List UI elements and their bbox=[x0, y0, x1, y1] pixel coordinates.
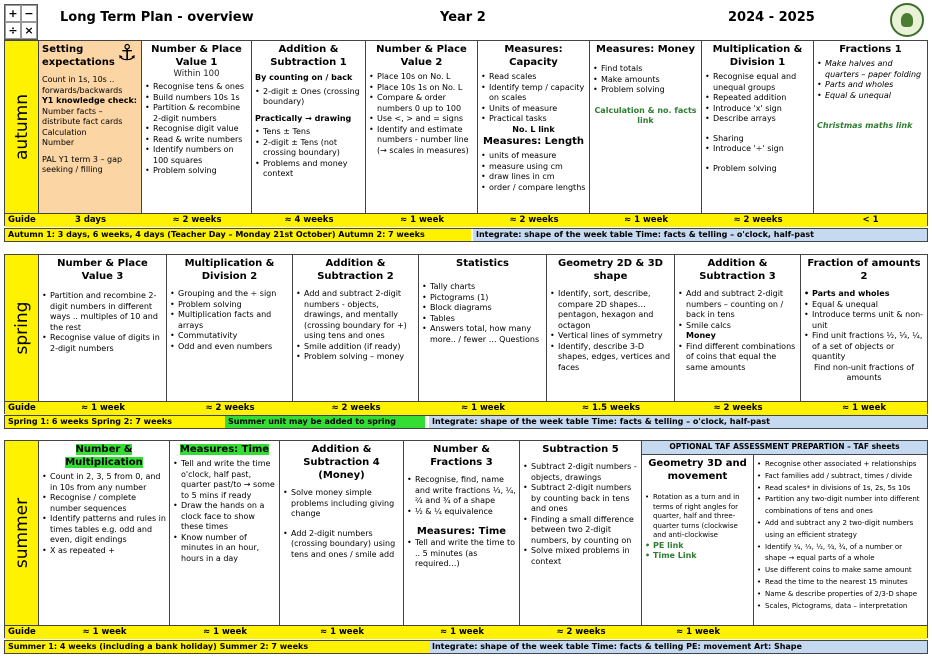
cell-line: Calculation bbox=[42, 127, 87, 137]
list-item: • Time Link bbox=[645, 551, 750, 562]
list-item: • Find totals bbox=[593, 64, 698, 75]
list-item: • Read scales* in divisions of 1s, 2s, 5s 10s bbox=[757, 483, 924, 495]
link-label: No. L link bbox=[512, 124, 555, 134]
guide-label: Guide bbox=[8, 627, 36, 637]
list-item: • Tell and write the time to .. 5 minutes (as required…) bbox=[407, 538, 516, 570]
guide-duration: ≈ 2 weeks bbox=[509, 215, 559, 225]
cell-title: Addition & Subtraction 3 bbox=[699, 258, 776, 282]
objective-list bbox=[523, 462, 638, 567]
cell-heading: By counting on / back bbox=[255, 73, 353, 82]
list-item: • Make amounts bbox=[593, 75, 698, 86]
list-item: • Add and subtract 2-digit numbers – counting on / back in tens bbox=[678, 289, 797, 321]
list-item: • Pictograms (1) bbox=[422, 293, 543, 304]
objective-list bbox=[705, 164, 810, 175]
term-sidebar bbox=[5, 41, 39, 213]
cell-title: Geometry 3D and movement bbox=[648, 458, 747, 482]
list-item: • Recognise tens & ones bbox=[145, 82, 248, 93]
list-item: • Tables bbox=[422, 314, 543, 325]
addition-subtraction-1-cell bbox=[252, 41, 366, 213]
spring-term bbox=[4, 254, 928, 414]
list-item: • Solve money simple problems including giving change bbox=[283, 488, 400, 520]
statistics-cell bbox=[419, 255, 547, 401]
list-item: • Introduce 'x' sign bbox=[705, 104, 810, 115]
integrate-note: Integrate: shape of the week table Time: facts & telling – o'clock, half-past bbox=[429, 416, 927, 428]
summer-unit-note: Summer unit may be added to spring bbox=[225, 416, 425, 428]
fractions-1-cell bbox=[814, 41, 927, 213]
cell-title: Fractions 1 bbox=[839, 44, 902, 55]
cell-heading: Measures: Time bbox=[416, 526, 507, 537]
list-item: • Compare & order numbers 0 up to 100 bbox=[369, 93, 474, 114]
objective-list bbox=[369, 72, 474, 156]
objective-list bbox=[170, 289, 289, 352]
guide-duration: ≈ 1 week bbox=[82, 627, 127, 637]
cell-line: Find non-unit fractions of amounts bbox=[813, 362, 915, 382]
objective-list bbox=[678, 342, 797, 374]
list-item: • Introduce terms unit & non-unit bbox=[804, 310, 924, 331]
list-item: • Use <, > and = signs bbox=[369, 114, 474, 125]
term-label: spring bbox=[11, 301, 32, 355]
guide-duration: ≈ 1 week bbox=[676, 627, 720, 637]
page-header bbox=[0, 0, 932, 40]
list-item: • Draw the hands on a clock face to show these times bbox=[173, 501, 276, 533]
cell-line: Y1 knowledge check: bbox=[42, 96, 138, 105]
measures-time-cell bbox=[170, 441, 280, 625]
plus-icon: + bbox=[5, 5, 21, 22]
integrate-note: Integrate: shape of the week table Time: facts & telling – o'clock, half-past bbox=[473, 229, 927, 241]
cell-line: Count in 1s, 10s .. forwards/backwards bbox=[42, 75, 123, 95]
list-item: • Make halves and quarters – paper folding bbox=[817, 59, 924, 80]
list-item: • Vertical lines of symmetry bbox=[550, 331, 671, 342]
term-label: autumn bbox=[11, 94, 32, 160]
guide-duration: ≈ 1 week bbox=[440, 627, 484, 637]
objective-list bbox=[757, 459, 924, 612]
list-item: • Find unit fractions ½, ⅓, ¼, of a set of objects or quantity bbox=[804, 331, 924, 363]
cell-title: Geometry 2D & 3D shape bbox=[558, 258, 663, 282]
guide-label: Guide bbox=[8, 215, 36, 225]
cell-title: Addition & Subtraction 4 (Money) bbox=[303, 444, 380, 481]
cell-title: Measures: Money bbox=[596, 44, 695, 55]
term-label: summer bbox=[11, 497, 32, 569]
anchor-icon: ⚓ bbox=[117, 41, 137, 66]
guide-duration: ≈ 1 week bbox=[461, 403, 505, 413]
list-item: • Practical tasks bbox=[481, 114, 586, 125]
guide-duration: ≈ 2 weeks bbox=[556, 627, 606, 637]
objective-list bbox=[817, 59, 924, 101]
list-item: • Know number of minutes in an hour, hours in a day bbox=[173, 533, 276, 565]
term-weeks: Autumn 1: 3 days, 6 weeks, 4 days (Teacher Day – Monday 21st October) Autumn 2: 7 weeks bbox=[5, 229, 471, 241]
list-item: • Equal & unequal bbox=[804, 300, 924, 311]
list-item: • Read & write numbers bbox=[145, 135, 248, 146]
taf-assessment-cell bbox=[754, 455, 927, 625]
list-item: • Tally charts bbox=[422, 282, 543, 293]
list-item: • Units of measure bbox=[481, 104, 586, 115]
list-item: • Rotation as a turn and in terms of right angles for quarter, half and three-quarter turns (clockwise and anti-clockwise bbox=[645, 493, 750, 541]
cell-subtitle: Within 100 bbox=[173, 69, 220, 79]
list-item: • Odd and even numbers bbox=[170, 342, 289, 353]
list-item: • Recognise other associated + relationships bbox=[757, 459, 924, 471]
list-item: • Recognise, find, name and write fractions ⅓, ¼, ²⁄₄ and ¾ of a shape bbox=[407, 475, 516, 507]
list-item: • Finding a small difference between two 2-digit numbers, by counting on bbox=[523, 515, 638, 547]
list-item: • Block diagrams bbox=[422, 303, 543, 314]
list-item: • Partition and recombine 2-digit numbers in different ways .. multiples of 10 and the rest bbox=[42, 291, 163, 333]
list-item: • draw lines in cm bbox=[481, 172, 586, 183]
guide-duration: ≈ 2 weeks bbox=[331, 403, 381, 413]
list-item: • Problems and money context bbox=[255, 159, 362, 180]
list-item: • Recognise / complete number sequences bbox=[42, 493, 166, 514]
list-item: • Count in 2, 3, 5 from 0, and in 10s from any number bbox=[42, 472, 166, 493]
geometry-2d-3d-cell bbox=[547, 255, 675, 401]
term-weeks: Summer 1: 4 weeks (including a bank holiday) Summer 2: 7 weeks bbox=[5, 641, 429, 653]
cell-line: PAL Y1 term 3 – gap seeking / filling bbox=[42, 154, 123, 174]
term-sidebar bbox=[5, 255, 39, 401]
list-item: • measure using cm bbox=[481, 162, 586, 173]
list-item: • Grouping and the ÷ sign bbox=[170, 289, 289, 300]
list-item: • Describe arrays bbox=[705, 114, 810, 125]
cell-title: Setting expectations bbox=[42, 44, 115, 68]
list-item: • Identify patterns and rules in times tables e.g. odd and even, digit endings bbox=[42, 514, 166, 546]
multiply-icon: × bbox=[21, 22, 37, 39]
term-sidebar bbox=[5, 441, 39, 625]
list-item: • order / compare lengths bbox=[481, 183, 586, 194]
cell-title bbox=[42, 443, 166, 469]
cell-heading: Measures: Length bbox=[482, 136, 585, 147]
guide-duration: ≈ 1 week bbox=[400, 215, 444, 225]
list-item: • Place 10s 1s on No. L bbox=[369, 83, 474, 94]
cell-title: Number & Fractions 3 bbox=[430, 444, 493, 468]
objective-list bbox=[145, 82, 248, 177]
guide-duration: ≈ 2 weeks bbox=[713, 403, 763, 413]
objective-list bbox=[283, 488, 400, 520]
guide-duration: ≈ 1 week bbox=[203, 627, 247, 637]
autumn-term bbox=[4, 40, 928, 226]
objective-list bbox=[678, 289, 797, 331]
calculation-symbols-icon bbox=[4, 4, 38, 40]
cell-title: Number & Place Value 1 bbox=[151, 44, 242, 68]
cell-title: Multiplication & Division 1 bbox=[712, 44, 803, 68]
minus-icon: − bbox=[21, 5, 37, 22]
cell-title: Addition & Subtraction 1 bbox=[270, 44, 347, 68]
school-logo-icon bbox=[890, 3, 924, 37]
cell-title bbox=[173, 443, 276, 456]
list-item: • Add and subtract any 2 two-digit numbers using an efficient strategy bbox=[757, 518, 924, 542]
page-title: Long Term Plan - overview bbox=[60, 10, 254, 25]
objective-list bbox=[283, 529, 400, 561]
list-item: • Partition any two-digit number into different combinations of tens and ones bbox=[757, 494, 924, 518]
autumn-footer bbox=[4, 228, 928, 242]
guide-duration: ≈ 1 week bbox=[81, 403, 125, 413]
setting-expectations-cell bbox=[39, 41, 142, 213]
link-label: Christmas maths link bbox=[817, 121, 913, 130]
objective-list bbox=[173, 459, 276, 564]
list-item: • Answers total, how many more.. / fewer … Questions bbox=[422, 324, 543, 345]
cell-title: Number & Place Value 2 bbox=[376, 44, 467, 68]
list-item: • Identify, sort, describe, compare 2D shapes… pentagon, hexagon and octagon bbox=[550, 289, 671, 331]
guide-duration: ≈ 4 weeks bbox=[284, 215, 334, 225]
number-place-value-2-cell bbox=[366, 41, 478, 213]
guide-row bbox=[5, 213, 927, 227]
objective-list bbox=[593, 64, 698, 96]
summer-footer bbox=[4, 640, 928, 654]
list-item: • 2-digit ± Tens (not crossing boundary) bbox=[255, 138, 362, 159]
multiplication-division-1-cell bbox=[702, 41, 814, 213]
list-item: • Identify temp / capacity on scales bbox=[481, 83, 586, 104]
addition-subtraction-3-cell bbox=[675, 255, 801, 401]
list-item: • Smile calcs bbox=[678, 321, 797, 332]
list-item: • Add 2-digit numbers (crossing boundary) using tens and ones / smile add bbox=[283, 529, 400, 561]
measures-capacity-cell bbox=[478, 41, 590, 213]
list-item: • Scales, Pictograms, data – interpretation bbox=[757, 601, 924, 613]
spring-footer bbox=[4, 415, 928, 429]
objective-list bbox=[407, 538, 516, 570]
guide-duration: ≈ 1 week bbox=[320, 627, 364, 637]
objective-list bbox=[42, 472, 166, 556]
guide-duration: ≈ 1 week bbox=[842, 403, 886, 413]
list-item: • Sharing bbox=[705, 134, 810, 145]
cell-title: Statistics bbox=[456, 258, 509, 269]
list-item: • Problem solving – money bbox=[296, 352, 415, 363]
cell-title: Number & Place Value 3 bbox=[57, 258, 148, 282]
list-item: • Identify, describe 3-D shapes, edges, vertices and faces bbox=[550, 342, 671, 374]
list-item: • Identify numbers on 100 squares bbox=[145, 145, 248, 166]
list-item: • Solve mixed problems in context bbox=[523, 546, 638, 567]
number-fractions-3-cell bbox=[404, 441, 520, 625]
year-label: Year 2 bbox=[440, 10, 486, 25]
addition-subtraction-2-cell bbox=[293, 255, 419, 401]
list-item: • Read the time to the nearest 15 minutes bbox=[757, 577, 924, 589]
list-item: • Problem solving bbox=[593, 85, 698, 96]
cell-line: Number facts – distribute fact cards bbox=[42, 106, 123, 126]
taf-header bbox=[642, 441, 927, 455]
fraction-of-amounts-2-cell bbox=[801, 255, 927, 401]
guide-duration: ≈ 2 weeks bbox=[172, 215, 222, 225]
list-item: • Identify and estimate numbers - number line (→ scales in measures) bbox=[369, 125, 474, 157]
list-item: • Subtract 2-digit numbers by counting back in tens and ones bbox=[523, 483, 638, 515]
list-item: • Problem solving bbox=[145, 166, 248, 177]
guide-row bbox=[5, 401, 927, 415]
objective-list bbox=[296, 289, 415, 363]
objective-list bbox=[255, 127, 362, 180]
list-item: • Smile addition (if ready) bbox=[296, 342, 415, 353]
academic-year: 2024 - 2025 bbox=[728, 10, 815, 25]
multiplication-division-2-cell bbox=[167, 255, 293, 401]
cell-line: Number bbox=[42, 138, 75, 147]
cell-heading: Practically → drawing bbox=[255, 113, 352, 123]
list-item: • Introduce '÷' sign bbox=[705, 144, 810, 155]
cell-title-text: Measures: Time bbox=[179, 444, 270, 455]
list-item: • Recognise digit value bbox=[145, 124, 248, 135]
list-item: • X as repeated + bbox=[42, 546, 166, 557]
list-item: • Subtract 2-digit numbers - objects, drawings bbox=[523, 462, 638, 483]
objective-list bbox=[645, 493, 750, 562]
guide-label: Guide bbox=[8, 403, 36, 413]
list-item: • Tell and write the time o'clock, half past, quarter past/to → some to 5 mins if ready bbox=[173, 459, 276, 501]
cell-title: Multiplication & Division 2 bbox=[184, 258, 275, 282]
list-item: • Partition & recombine 2-digit numbers bbox=[145, 103, 248, 124]
cell-heading: Money bbox=[686, 331, 716, 340]
list-item: • Problem solving bbox=[170, 300, 289, 311]
number-multiplication-cell bbox=[39, 441, 170, 625]
objective-list bbox=[42, 291, 163, 354]
list-item: • Multiplication facts and arrays bbox=[170, 310, 289, 331]
list-item: • Parts and wholes bbox=[817, 80, 924, 91]
list-item: • Use different coins to make same amount bbox=[757, 565, 924, 577]
guide-duration: < 1 bbox=[862, 215, 879, 225]
cell-title: Subtraction 5 bbox=[542, 444, 619, 455]
link-label: Calculation & no. facts link bbox=[594, 105, 697, 125]
cell-title: Fraction of amounts 2 bbox=[807, 258, 921, 282]
cell-title: Measures: Capacity bbox=[504, 44, 563, 68]
term-weeks: Spring 1: 6 weeks Spring 2: 7 weeks bbox=[5, 416, 225, 428]
objective-list bbox=[804, 289, 924, 363]
objective-list bbox=[705, 72, 810, 125]
measures-money-cell bbox=[590, 41, 702, 213]
guide-duration: ≈ 2 weeks bbox=[733, 215, 783, 225]
list-item: • Name & describe properties of 2/3-D shape bbox=[757, 589, 924, 601]
objective-list bbox=[550, 289, 671, 373]
list-item: • PE link bbox=[645, 541, 750, 552]
guide-duration: ≈ 1 week bbox=[624, 215, 668, 225]
list-item: • Identify ¼, ⅓, ½, ²⁄₄, ¾, of a number or shape → equal parts of a whole bbox=[757, 542, 924, 566]
objective-list bbox=[422, 282, 543, 345]
number-place-value-3-cell bbox=[39, 255, 167, 401]
guide-duration: ≈ 2 weeks bbox=[205, 403, 255, 413]
number-place-value-1-cell bbox=[142, 41, 252, 213]
divide-icon: ÷ bbox=[5, 22, 21, 39]
list-item: • Equal & unequal bbox=[817, 91, 924, 102]
summer-term bbox=[4, 440, 928, 638]
guide-duration: 3 days bbox=[74, 215, 107, 225]
list-item: • Problem solving bbox=[705, 164, 810, 175]
list-item: • Recognise value of digits in 2-digit numbers bbox=[42, 333, 163, 354]
objective-list bbox=[481, 151, 586, 193]
geometry-3d-movement-cell bbox=[642, 455, 754, 625]
objective-list bbox=[705, 134, 810, 155]
list-item: • Build numbers 10s 1s bbox=[145, 93, 248, 104]
list-item: • Commutativity bbox=[170, 331, 289, 342]
list-item: • Parts and wholes bbox=[804, 289, 924, 300]
objective-list bbox=[407, 475, 516, 517]
subtraction-5-cell bbox=[520, 441, 642, 625]
list-item: • ½ & ¼ equivalence bbox=[407, 507, 516, 518]
list-item: • Fact families add / subtract, times / divide bbox=[757, 471, 924, 483]
list-item: • units of measure bbox=[481, 151, 586, 162]
objective-list bbox=[481, 72, 586, 125]
objective-list bbox=[255, 87, 362, 108]
addition-subtraction-4-cell bbox=[280, 441, 404, 625]
guide-row bbox=[5, 625, 927, 639]
list-item: • 2-digit ± Ones (crossing boundary) bbox=[255, 87, 362, 108]
list-item: • Read scales bbox=[481, 72, 586, 83]
cell-title-text: Number & Multiplication bbox=[65, 444, 143, 468]
list-item: • Recognise equal and unequal groups bbox=[705, 72, 810, 93]
list-item: • Repeated addition bbox=[705, 93, 810, 104]
cell-title: Addition & Subtraction 2 bbox=[317, 258, 394, 282]
list-item: • Tens ± Tens bbox=[255, 127, 362, 138]
integrate-note: Integrate: shape of the week table Time: facts & telling PE: movement Art: Shape bbox=[429, 641, 927, 653]
guide-duration: ≈ 1.5 weeks bbox=[581, 403, 641, 413]
list-item: • Find different combinations of coins that equal the same amounts bbox=[678, 342, 797, 374]
list-item: • Place 10s on No. L bbox=[369, 72, 474, 83]
list-item: • Add and subtract 2-digit numbers - objects, drawings, and mentally (crossing boundary for +) using tens and ones bbox=[296, 289, 415, 342]
taf-title: OPTIONAL TAF ASSESSMENT PREPARTION – TAF sheets bbox=[669, 442, 900, 451]
